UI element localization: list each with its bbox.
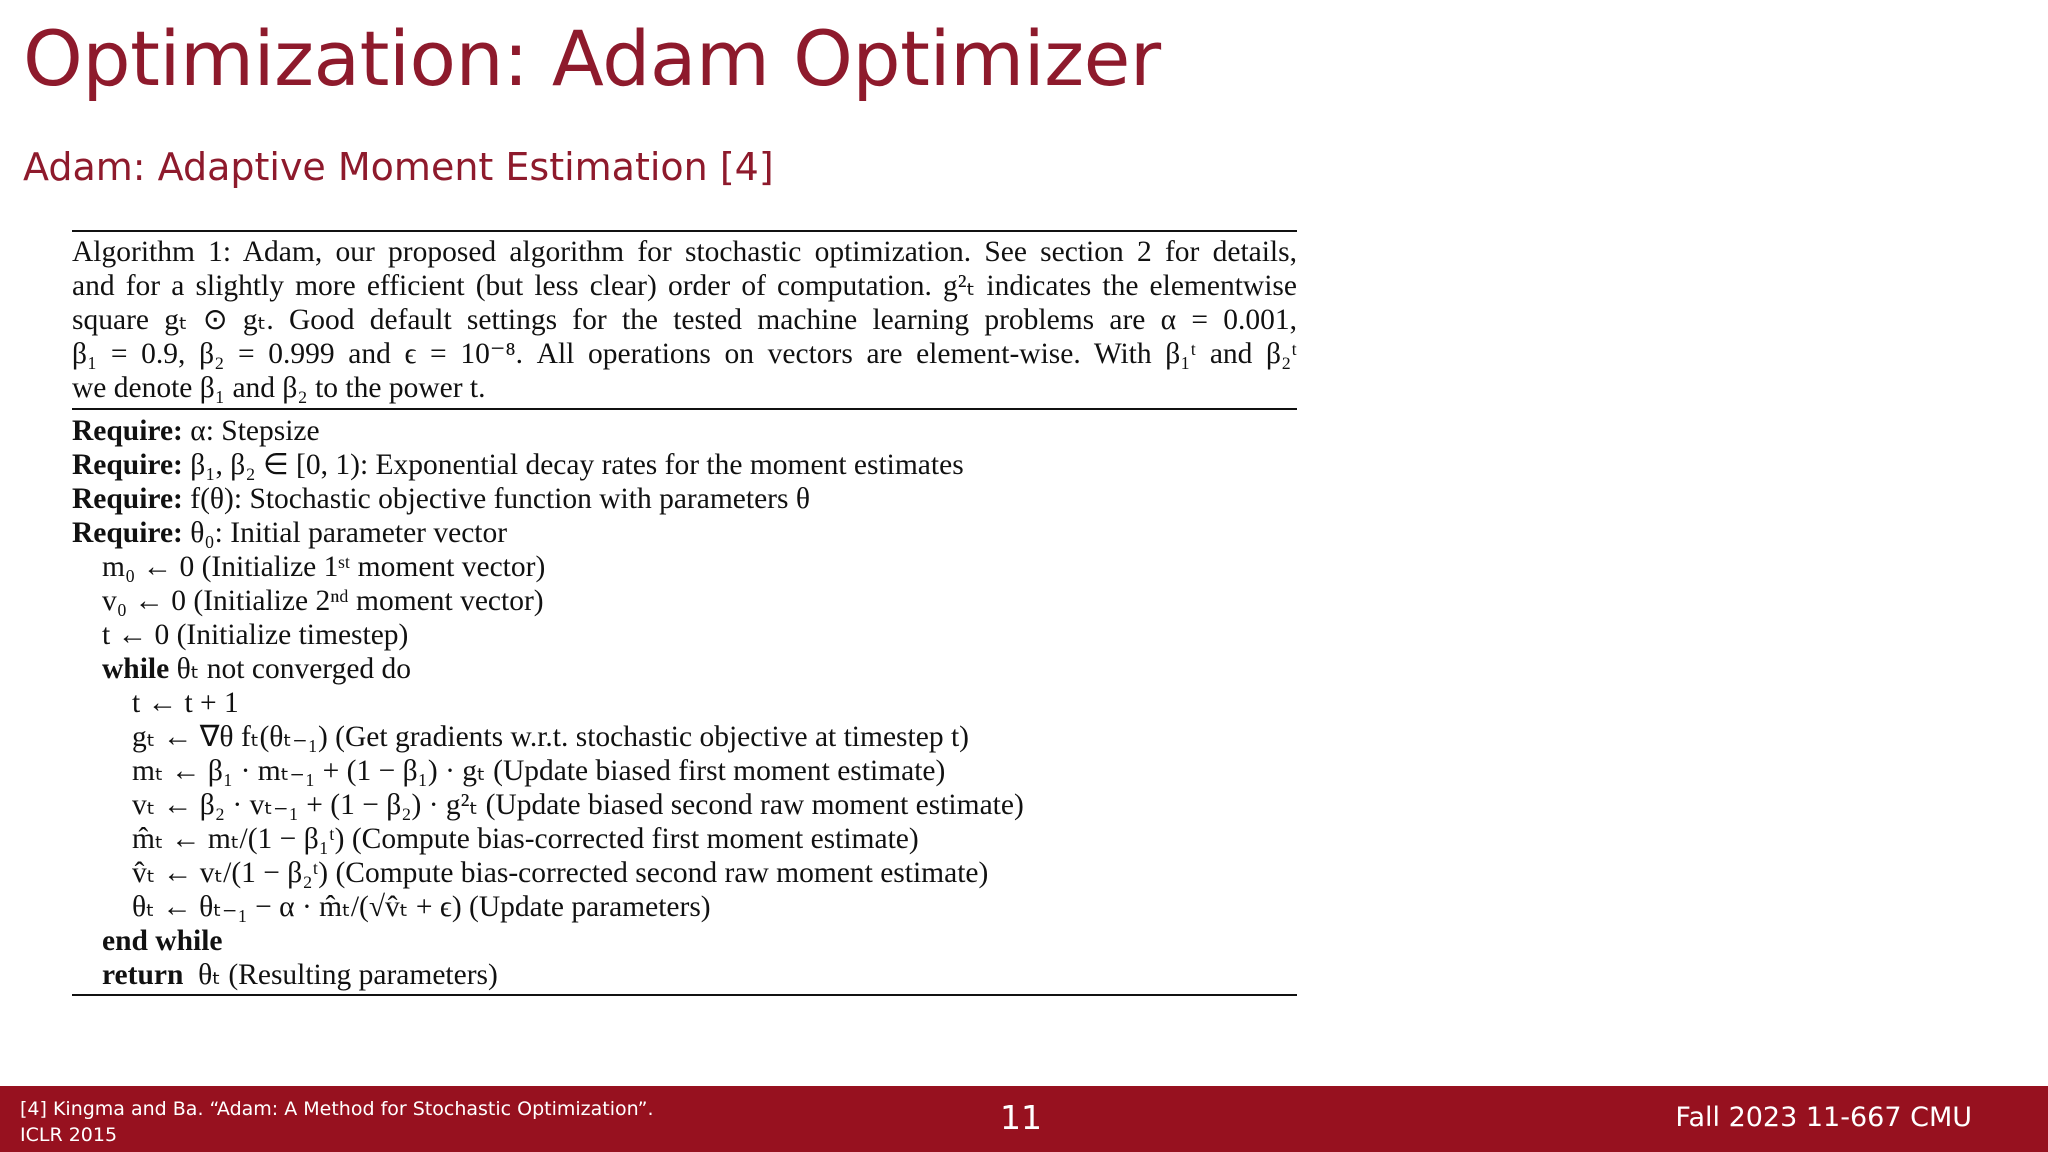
algorithm-lines: [72, 410, 1297, 994]
algorithm-line: [72, 686, 1297, 720]
page-number: 11: [1000, 1098, 1042, 1137]
slide-title: Optimization: Adam Optimizer: [23, 14, 1161, 103]
algorithm-line: [72, 720, 1297, 754]
algorithm-line: [72, 618, 1297, 652]
algorithm-line-text: vₜ ← β₂ · vₜ₋₁ + (1 − β₂) · g²ₜ (Update biased second raw moment estimate): [132, 789, 1024, 821]
algorithm-line-text: θₜ not converged do: [169, 653, 412, 685]
algorithm-line: [72, 754, 1297, 788]
algorithm-line-text: t ← 0 (Initialize timestep): [102, 619, 409, 651]
course-label: Fall 2023 11-667 CMU: [1675, 1102, 1972, 1133]
algorithm-line: [72, 856, 1297, 890]
algorithm-keyword: Require:: [72, 449, 183, 481]
algorithm-line: [72, 652, 1297, 686]
algorithm-line: [72, 822, 1297, 856]
algorithm-line-text: m₀ ← 0 (Initialize 1ˢᵗ moment vector): [102, 551, 546, 583]
algorithm-line-text: m̂ₜ ← mₜ/(1 − β₁ᵗ) (Compute bias-corrected first moment estimate): [132, 823, 919, 855]
algorithm-line-text: β₁, β₂ ∈ [0, 1): Exponential decay rates for the moment estimates: [182, 449, 964, 481]
algorithm-caption-line: Algorithm 1: Adam, our proposed algorithm for stochastic optimization. See section 2 for details,: [72, 236, 1297, 268]
algorithm-line: [72, 890, 1297, 924]
footer-reference: [20, 1096, 654, 1148]
algorithm-caption-line: square gₜ ⊙ gₜ. Good default settings for the tested machine learning problems are α = 0.001,: [72, 304, 1297, 336]
algorithm-line-text: α: Stepsize: [182, 415, 320, 447]
algorithm-line-text: θₜ ← θₜ₋₁ − α · m̂ₜ/(√v̂ₜ + ϵ) (Update parameters): [132, 891, 711, 923]
algorithm-keyword: end while: [102, 925, 223, 957]
algorithm-line-text: v₀ ← 0 (Initialize 2ⁿᵈ moment vector): [102, 585, 544, 617]
algorithm-keyword: while: [102, 653, 170, 685]
algorithm-bottom-rule: [72, 994, 1297, 996]
algorithm-line-text: f(θ): Stochastic objective function with parameters θ: [182, 483, 810, 515]
algorithm-line: [72, 924, 1297, 958]
algorithm-line: [72, 788, 1297, 822]
footer-reference-line: [4] Kingma and Ba. “Adam: A Method for Stochastic Optimization”.: [20, 1098, 654, 1120]
slide-subtitle: Adam: Adaptive Moment Estimation [4]: [23, 145, 774, 189]
footer-reference-line: ICLR 2015: [20, 1124, 118, 1146]
algorithm-caption-line: we denote β₁ and β₂ to the power t.: [72, 372, 486, 404]
algorithm-line: [72, 448, 1297, 482]
algorithm-line: [72, 958, 1297, 992]
algorithm-line: [72, 550, 1297, 584]
algorithm-line: [72, 584, 1297, 618]
algorithm-keyword: Require:: [72, 483, 183, 515]
footer-bar: [0, 1086, 2048, 1152]
algorithm-keyword: Require:: [72, 517, 183, 549]
algorithm-caption-line: and for a slightly more efficient (but less clear) order of computation. g²ₜ indicates the elementwise: [72, 270, 1297, 302]
algorithm-line: [72, 516, 1297, 550]
algorithm-line-text: θ₀: Initial parameter vector: [182, 517, 508, 549]
algorithm-line-text: v̂ₜ ← vₜ/(1 − β₂ᵗ) (Compute bias-corrected second raw moment estimate): [132, 857, 989, 889]
algorithm-line: [72, 414, 1297, 448]
algorithm-line-text: gₜ ← ∇θ fₜ(θₜ₋₁) (Get gradients w.r.t. stochastic objective at timestep t): [132, 721, 969, 753]
algorithm-box: [72, 230, 1297, 996]
algorithm-caption: [72, 232, 1297, 408]
algorithm-line: [72, 482, 1297, 516]
algorithm-keyword: return: [102, 959, 184, 991]
algorithm-keyword: Require:: [72, 415, 183, 447]
algorithm-line-text: mₜ ← β₁ · mₜ₋₁ + (1 − β₁) · gₜ (Update biased first moment estimate): [132, 755, 946, 787]
algorithm-line-text: θₜ (Resulting parameters): [183, 959, 498, 991]
algorithm-caption-line: β₁ = 0.9, β₂ = 0.999 and ϵ = 10⁻⁸. All operations on vectors are element-wise. With β₁ᵗ and β₂ᵗ: [72, 338, 1297, 370]
algorithm-line-text: t ← t + 1: [132, 687, 239, 719]
